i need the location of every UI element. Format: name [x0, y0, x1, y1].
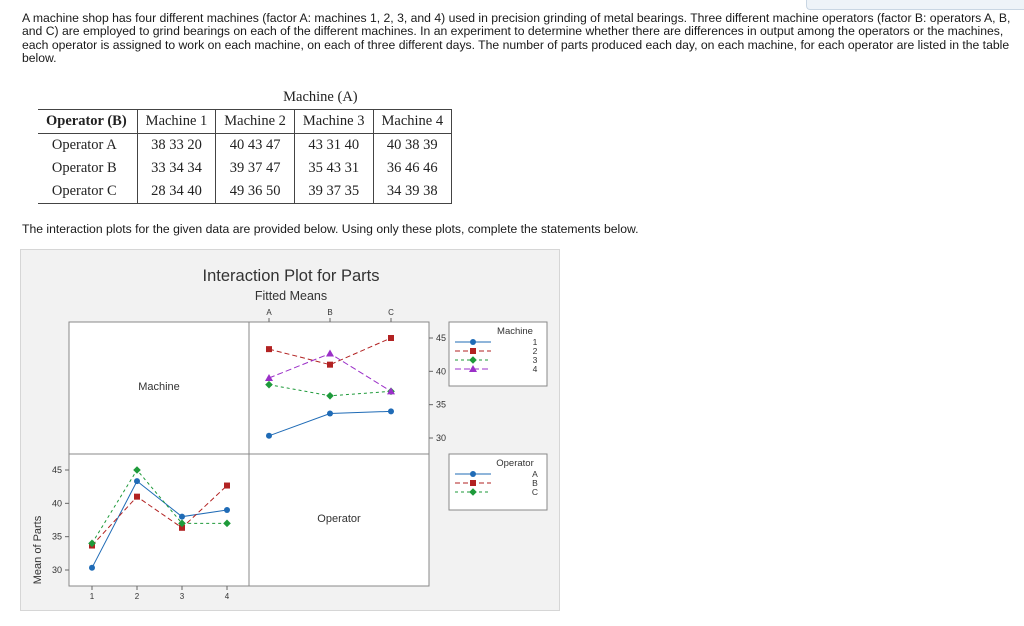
machine-header-3: Machine 3 — [294, 110, 373, 134]
operator-legend-entry: B — [532, 478, 538, 488]
point-machine-2 — [266, 346, 272, 352]
top-x-tick-label: C — [388, 308, 394, 317]
operator-legend-title: Operator — [496, 458, 534, 469]
left-y-tick-label: 40 — [51, 498, 62, 509]
table-cell: 35 43 31 — [294, 157, 373, 180]
machine-legend-entry: 4 — [532, 364, 538, 374]
table-cell: 40 43 47 — [216, 134, 295, 158]
chart-title: Interaction Plot for Parts — [202, 267, 380, 285]
data-table — [38, 86, 452, 204]
operator-label: Operator A — [38, 134, 137, 158]
problem-intro: A machine shop has four different machines (factor A: machines 1, 2, 3, and 4) used in precision grinding of metal bearings. Three different machine operators (factor B: operators A, B, and C) are employed to grind bearings on each of the different machines. In an experiment to determine whether there are differences in output among the operators or the machines, each operator is assigned to work on each machine, on each of three different days. The number of parts produced each day, on each machine, for each operator are listed in the table below. — [22, 11, 1011, 66]
point-operator-A — [224, 507, 230, 513]
table-cell: 38 33 20 — [137, 134, 216, 158]
point-machine-1 — [266, 433, 272, 439]
table-cell: 39 37 35 — [294, 180, 373, 204]
table-cell: 39 37 47 — [216, 157, 295, 180]
point-operator-A — [89, 565, 95, 571]
interaction-plot — [20, 249, 560, 611]
machine-legend-marker — [470, 339, 476, 345]
point-operator-A — [134, 478, 140, 484]
bottom-x-tick-label: 4 — [224, 592, 230, 601]
operator-legend-entry: A — [532, 469, 538, 479]
machine-legend-title: Machine — [497, 326, 533, 337]
point-machine-2 — [327, 362, 333, 368]
right-y-tick-label: 45 — [436, 333, 447, 343]
diag-label-operator: Operator — [317, 513, 361, 525]
bottom-x-tick-label: 1 — [89, 592, 95, 601]
operator-legend-entry: C — [531, 487, 539, 497]
table-cell: 43 31 40 — [294, 134, 373, 158]
plots-intro: The interaction plots for the given data are provided below. Using only these plots, complete the statements below. — [22, 222, 639, 236]
left-y-tick-label: 35 — [51, 531, 62, 542]
table-cell: 36 46 46 — [373, 157, 452, 180]
left-y-tick-label: 30 — [51, 565, 62, 575]
operator-legend-marker — [470, 471, 476, 477]
diag-label-machine: Machine — [138, 381, 180, 393]
top-x-tick-label: A — [266, 308, 272, 317]
machine-header-2: Machine 2 — [216, 110, 295, 134]
top-x-tick-label: B — [327, 308, 333, 317]
machine-legend-entry: 2 — [532, 346, 538, 356]
operator-legend-marker — [470, 480, 476, 486]
operator-label: Operator C — [38, 180, 137, 204]
machine-header-4: Machine 4 — [373, 110, 452, 134]
table-cell: 49 36 50 — [216, 180, 295, 204]
machine-group-header: Machine (A) — [283, 89, 358, 105]
operator-column-header: Operator (B) — [38, 110, 137, 134]
table-cell: 40 38 39 — [373, 134, 452, 158]
point-operator-A — [179, 514, 185, 520]
chart-subtitle: Fitted Means — [254, 289, 328, 303]
machine-header-1: Machine 1 — [137, 110, 216, 134]
left-y-tick-label: 45 — [51, 465, 62, 475]
bottom-x-tick-label: 2 — [134, 592, 140, 601]
right-y-tick-label: 40 — [436, 366, 447, 377]
machine-legend-entry: 1 — [532, 337, 538, 347]
interaction-plot-svg — [21, 250, 559, 610]
table-cell: 33 34 34 — [137, 157, 216, 180]
point-machine-2 — [388, 335, 394, 341]
top-tab-decoration — [806, 0, 1024, 10]
machine-legend-marker — [470, 348, 476, 354]
bottom-x-tick-label: 3 — [179, 592, 185, 601]
y-axis-label: Mean of Parts — [32, 515, 44, 585]
table-cell: 34 39 38 — [373, 180, 452, 204]
table-cell: 28 34 40 — [137, 180, 216, 204]
point-operator-B — [134, 494, 140, 500]
operator-label: Operator B — [38, 157, 137, 180]
machine-legend-entry: 3 — [532, 355, 538, 365]
right-y-tick-label: 35 — [436, 399, 447, 410]
point-operator-B — [224, 483, 230, 489]
point-machine-1 — [388, 408, 394, 414]
right-y-tick-label: 30 — [436, 433, 447, 443]
table-row — [38, 134, 452, 158]
point-machine-1 — [327, 411, 333, 417]
table-row — [38, 157, 452, 180]
table-row — [38, 180, 452, 204]
